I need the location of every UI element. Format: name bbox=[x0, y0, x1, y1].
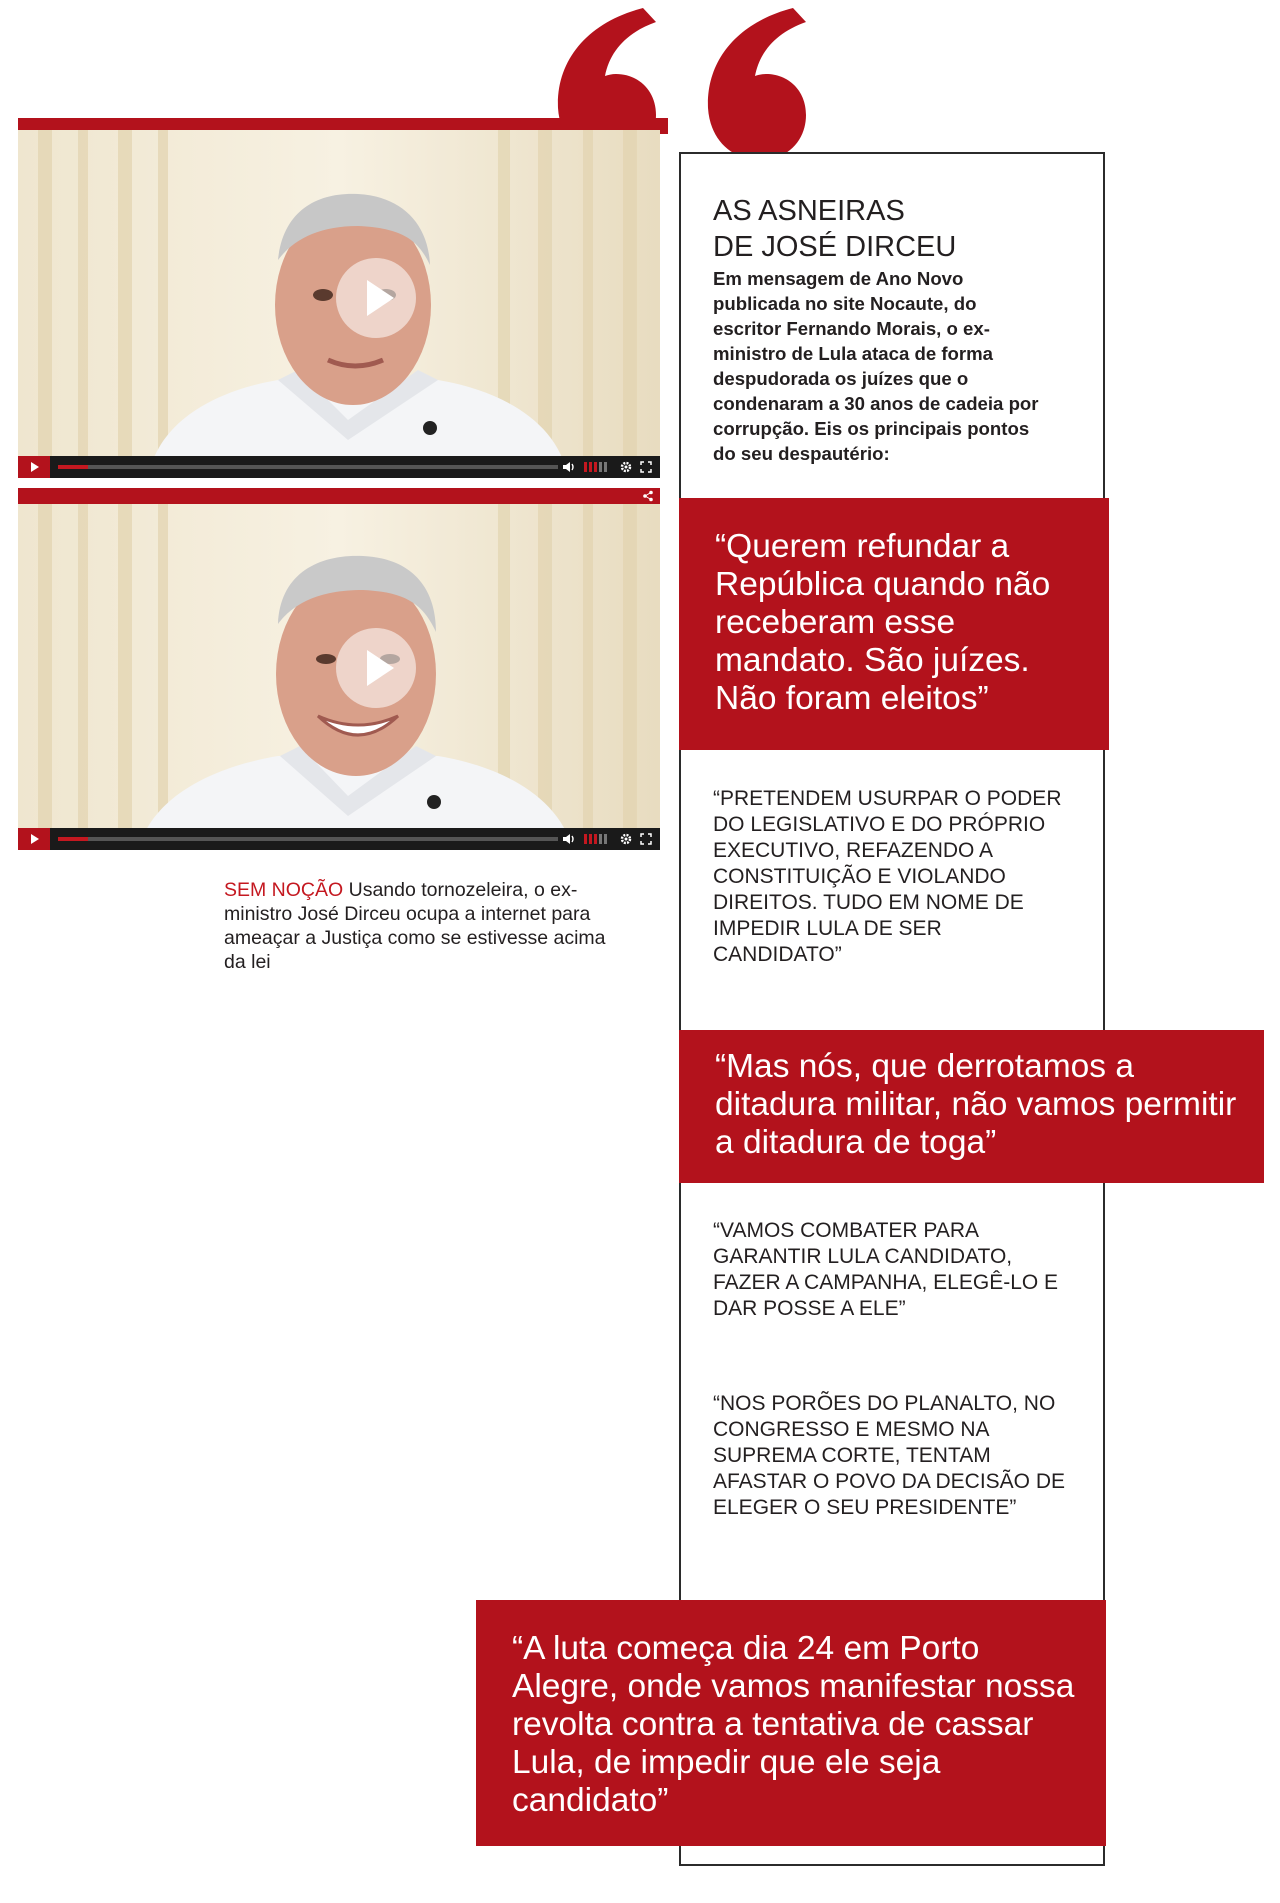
control-icons bbox=[562, 828, 652, 850]
video-player-1[interactable] bbox=[18, 130, 660, 478]
volume-icon[interactable] bbox=[562, 833, 576, 845]
play-button[interactable] bbox=[18, 828, 50, 850]
progress-bar[interactable] bbox=[58, 465, 558, 469]
highlight-quote-2 bbox=[679, 1030, 1264, 1183]
quote-text: “Mas nós, que derrotamos a ditadura militar, não vamos permitir a ditadura de toga” bbox=[715, 1048, 1237, 1161]
quote-text: “A luta começa dia 24 em Porto Alegre, onde vamos manifestar nossa revolta contra a tentativa de cassar Lula, de impedir que ele seja candidato” bbox=[512, 1630, 1075, 1819]
highlight-quote-1 bbox=[679, 498, 1109, 750]
caption-kicker: SEM NOÇÃO bbox=[224, 879, 344, 901]
gear-icon[interactable] bbox=[620, 461, 632, 473]
progress-bar[interactable] bbox=[58, 837, 558, 841]
video-player-2[interactable] bbox=[18, 488, 660, 850]
video-controls bbox=[18, 456, 660, 478]
volume-level-icon[interactable] bbox=[584, 461, 612, 473]
quote-2: “PRETENDEM USURPAR O PODER DO LEGISLATIVO E DO PRÓPRIO EXECUTIVO, REFAZENDO A CONSTITUIÇÃO E VIOLANDO DIREITOS. TUDO EM NOME DE IMPEDIR LULA DE SER CANDIDATO” bbox=[713, 787, 1062, 966]
quote-4: “VAMOS COMBATER PARA GARANTIR LULA CANDIDATO, FAZER A CAMPANHA, ELEGÊ-LO E DAR POSSE A ELE” bbox=[713, 1219, 1059, 1320]
volume-level-icon[interactable] bbox=[584, 833, 612, 845]
quote-5: “NOS PORÕES DO PLANALTO, NO CONGRESSO E MESMO NA SUPREMA CORTE, TENTAM AFASTAR O POVO DA DECISÃO DE ELEGER O SEU PRESIDENTE” bbox=[713, 1392, 1066, 1519]
fullscreen-icon[interactable] bbox=[640, 833, 652, 845]
video-header-bar bbox=[18, 488, 660, 504]
video-frame[interactable] bbox=[18, 504, 660, 850]
article-title: AS ASNEIRAS DE JOSÉ DIRCEU bbox=[713, 195, 957, 263]
play-icon bbox=[18, 456, 50, 478]
play-icon bbox=[18, 828, 50, 850]
volume-icon[interactable] bbox=[562, 461, 576, 473]
progress-fill bbox=[58, 837, 88, 841]
video-controls bbox=[18, 828, 660, 850]
caption-text: Usando tornozeleira, o ex-ministro José Dirceu ocupa a internet para ameaçar a Justiça como se estivesse acima da lei bbox=[224, 879, 606, 973]
quote-text: “Querem refundar a República quando não receberam esse mandato. São juízes. Não foram eleitos” bbox=[715, 528, 1051, 717]
fullscreen-icon[interactable] bbox=[640, 461, 652, 473]
article-intro: Em mensagem de Ano Novo publicada no site Nocaute, do escritor Fernando Morais, o ex-ministro de Lula ataca de forma despudorada os juízes que o condenaram a 30 anos de cadeia por corrupção. Eis os principais pontos do seu despautério: bbox=[713, 268, 1039, 464]
video-frame[interactable] bbox=[18, 130, 660, 478]
control-icons bbox=[562, 456, 652, 478]
highlight-quote-3 bbox=[476, 1600, 1106, 1846]
play-button[interactable] bbox=[18, 456, 50, 478]
play-button-overlay[interactable] bbox=[336, 628, 416, 708]
photo-caption bbox=[224, 878, 624, 974]
play-icon bbox=[336, 258, 416, 338]
progress-fill bbox=[58, 465, 88, 469]
share-icon[interactable] bbox=[642, 490, 654, 502]
play-icon bbox=[336, 628, 416, 708]
play-button-overlay[interactable] bbox=[336, 258, 416, 338]
gear-icon[interactable] bbox=[620, 833, 632, 845]
